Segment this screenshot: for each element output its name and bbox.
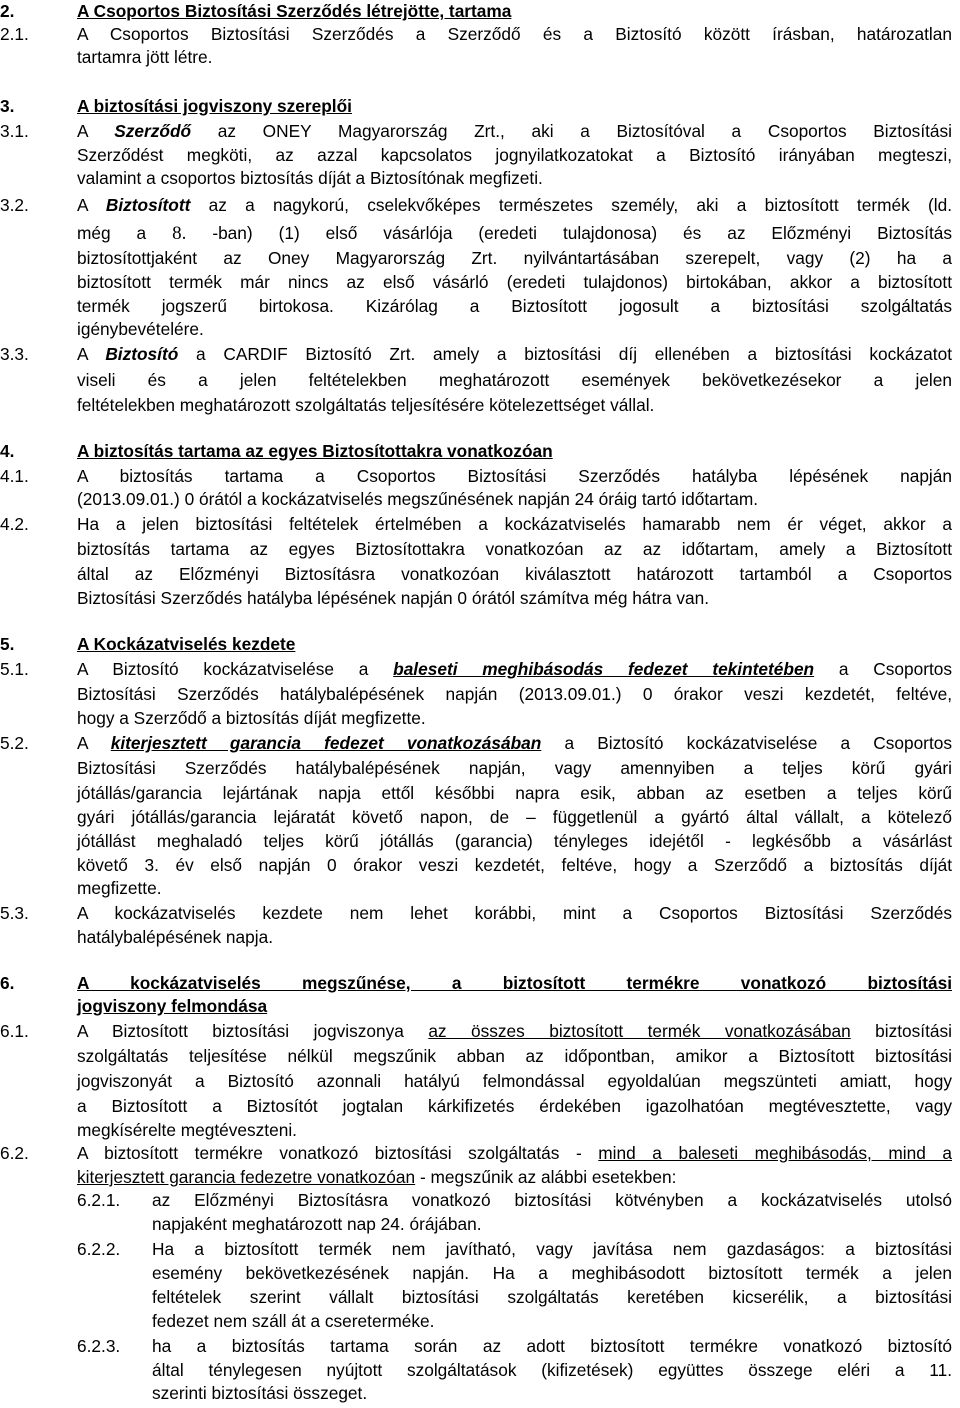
para-line: jótállás/garancia lejártának napja ettől későbbi napra esik, abban az esetben a teljes körű — [77, 783, 952, 803]
para-line: igénybevételére. — [77, 319, 204, 339]
para-line: gyári jótállás/garancia lejáratát követő napon, de – függetlenül a gyártó által vállalt, a kötelező — [77, 807, 952, 827]
text-run: A — [77, 121, 115, 141]
document-page: 2. A Csoportos Biztosítási Szerződés létrejötte, tartama 2.1. A Csoportos Biztosítási Szerződés a Szerződő és a Biztosító között írásban, határozatlan tartamra jött létre. 3. A biztosítási jogviszony szereplői 3.1. A Szerződő az ONEY Magyarország Zrt., aki a Biztosítóval a Csoportos Biztosítási Szerződést megköti, az azzal kapcsolatos jognyilatkozatokat a Biztosító irányában megteszi, valamint a csoportos biztosítás díját a Biztosítónak megfizeti. 3.2. A Biztosított az a nagykorú, cselekvőképes természetes személy, aki a biztosított termék (ld. még a 8. -ban) (1) első vásárlója (eredeti tulajdonosa) és az Előzményi Biztosítás biztosítottjaként az Oney Magyarország Zrt. nyilvántartásában szerepelt, vagy (2) ha a biztosított termék már nincs az első vásárló (eredeti tulajdonos) birtokában, akkor a biztosított termék jogszerű birtokosa. Kizárólag a Biztosított jogosult a biztosítási szolgáltatás igénybevételére. 3.3. A Biztosító a CARDIF Biztosító Zrt. amely a biztosítási díj ellenében a biztosítási kockázatot viseli és a jelen feltételekben meghatározott események bekövetkezésekor a jelen feltételekben meghatározott szolgáltatás teljesítésére kötelezettséget vállal. 4. A biztosítás tartama az egyes Biztosítottakra vonatkozóan 4.1. A biztosítás tartama a Csoportos Biztosítási Szerződés hatályba lépésének napján (2013.09.01.) 0 órától a kockázatviselés megszűnésének napján 24 óráig tartó időtartam. 4.2. Ha a jelen biztosítási feltételek értelmében a kockázatviselés hamarabb nem ér véget, akkor a biztosítás tartama az egyes Biztosítottakra vonatkozóan az az időtartam, amely a Biztosított által az Előzményi Biztosításra vonatkozóan kiválasztott határozott tartamból a Csoportos Biztosítási Szerződés hatályba lépésének napján 0 órától számítva még hátra van. 5. A Kockázatviselés kezdete 5.1. A Biztosító kockázatviselése a baleseti meghibásodás fedezet tekintetében a Csoportos Biztosítási Szerződés hatálybalépésének napján (2013.09.01.) 0 órakor veszi kezdetét, feltéve, hogy a Szerződő a biztosítás díját megfizette. 5.2. A kiterjesztett garancia fedezet vonatkozásában a Biztosító kockázatviselése a Csoportos Biztosítási Szerződés hatálybalépésének napján, vagy amennyiben a teljes körű gyári jótállás/garancia lejártának napja ettől későbbi napra esik, abban az esetben a teljes körű gyári jótállás/garancia lejáratát követő napon, de – függetlenül a gyártó által vállalt, a kötelező jótállást meghaladó teljes körű jótállás (garancia) tényleges idejétől - legkésőbb a vásárlást követő 3. év első napján 0 órakor veszi kezdetét, feltéve, hogy a Szerződő a biztosítás díját megfizette. 5.3. A kockázatviselés kezdete nem lehet korábbi, mint a Csoportos Biztosítási Szerződés hatálybalépésének napja. 6. A kockázatviselés megszűnése, a biztosított termékre vonatkozó biztosítási jogviszony felmondása 6.1. A Biztosított biztosítási jogviszonya az összes biztosított termék vonatkozásában biztosítási szolgáltatás teljesítése nélkül megszűnik abban az időpontban, amikor a Biztosított biztosítási jogviszonyát a Biztosító azonnali hatályú felmondással egyoldalúan megszünteti amiatt, hogy a Biztosított a Biztosítót jogtalan kárkifizetés érdekében igazolhatóan megtévesztette, vagy megkísérelte megtéveszteni. 6.2. A biztosított termékre vonatkozó biztosítási szolgáltatás - mind a baleseti meghibásodás, mind a kiterjesztett garancia fedezetre vonatkozóan - megszűnik az alábbi esetekben: 6.2.1. az Előzményi Biztosításra vonatkozó biztosítási kötvényben a kockázatviselés utolsó napjaként meghatározott nap 24. órájában. 6.2.2. Ha a biztosított termék nem javítható, vagy javítása nem gazdaságos: a biztosítási esemény bekövetkezésének napján. Ha a meghibásodott biztosított termék a jelen feltételek szerint vállalt biztosítási szolgáltatás keretében kicserélik, a biztosítási fedezet nem száll át a csereterméke. 6.2.3. ha a biztosítás tartama során az adott biztosított termékre vonatkozó biztosító által ténylegesen nyújtott szolgáltatások (kifizetések) együttes összege eléri a 11. szerinti biztosítási összeget. — [0, 0, 960, 1408]
para-line — [77, 1166, 952, 1189]
text-run: -ban) (1) első vásárlója (eredeti tulajdonosa) és az Előzményi Biztosítás — [186, 223, 952, 243]
para-line: jogviszonyát a Biztosító azonnali hatályú felmondással egyoldalúan megszünteti amiatt, hogy — [77, 1071, 952, 1091]
para-line: hogy a Szerződő a biztosítás díját megfizette. — [77, 708, 426, 728]
para-line: tartamra jött létre. — [77, 47, 213, 67]
para-line: az Előzményi Biztosításra vonatkozó biztosítási kötvényben a kockázatviselés utolsó — [152, 1190, 952, 1210]
para-number: 3.1. — [0, 121, 29, 141]
para-line: szolgáltatás teljesítése nélkül megszűnik abban az időpontban, amikor a Biztosított biztosítási — [77, 1046, 952, 1066]
para-line: biztosítás tartama az egyes Biztosítottakra vonatkozóan az az időtartam, amely a Biztosított — [77, 539, 952, 559]
text-run: az ONEY Magyarország Zrt., aki a Biztosítóval a Csoportos Biztosítási — [191, 121, 953, 141]
section-number: 2. — [0, 1, 15, 21]
para-number: 4.1. — [0, 466, 29, 486]
para-line — [77, 732, 952, 755]
para-line: szerinti biztosítási összeget. — [152, 1383, 368, 1403]
para-line: (2013.09.01.) 0 órától a kockázatviselés megszűnésének napján 24 óráig tartó időtartam. — [77, 489, 759, 509]
text-run: a Csoportos — [814, 659, 953, 679]
text-run: A — [77, 733, 111, 753]
para-number: 6.1. — [0, 1021, 29, 1041]
para-line: által az Előzményi Biztosításra vonatkozóan kiválasztott határozott tartamból a Csoportos — [77, 564, 952, 584]
text-run: a Biztosító kockázatviselése a Csoportos — [541, 733, 952, 753]
para-line: Biztosítási Szerződés hatálybalépésének napján (2013.09.01.) 0 órakor veszi kezdetét, feltéve, — [77, 684, 952, 704]
para-line: megkísérelte megtéveszteni. — [77, 1120, 297, 1140]
para-line: által ténylegesen nyújtott szolgáltatások (kifizetések) együttes összege eléri a 11. — [152, 1360, 952, 1380]
section-number: 4. — [0, 441, 15, 461]
section-title: A kockázatviselés megszűnése, a biztosított termékre vonatkozó biztosítási — [77, 973, 952, 993]
para-line: Ha a biztosított termék nem javítható, vagy javítása nem gazdaságos: a biztosítási — [152, 1239, 952, 1259]
section-number: 6. — [0, 973, 15, 993]
para-line: A kockázatviselés kezdete nem lehet korábbi, mint a Csoportos Biztosítási Szerződés — [77, 903, 952, 923]
defined-term: Szerződő — [114, 121, 192, 141]
para-line — [77, 1142, 952, 1165]
text-run: még a — [77, 223, 173, 243]
para-number: 3.2. — [0, 195, 29, 215]
underlined-text: kiterjesztett garancia fedezetre vonatkozóan — [77, 1167, 416, 1187]
para-line: a Biztosított a Biztosítót jogtalan kárkifizetés érdekében igazolhatóan megtévesztette, vagy — [77, 1096, 952, 1116]
para-number: 6.2.3. — [77, 1336, 121, 1356]
emphasized-term: baleseti meghibásodás fedezet tekintetében — [393, 659, 815, 679]
para-line — [77, 120, 952, 143]
para-line: követő 3. év első napján 0 órakor veszi kezdetét, feltéve, hogy a Szerződő a biztosítás díját — [77, 855, 952, 875]
para-line: hatálybalépésének napja. — [77, 927, 274, 947]
text-run: A — [77, 195, 106, 215]
text-run: az a nagykorú, cselekvőképes természetes személy, aki a biztosított termék (ld. — [190, 195, 953, 215]
text-run: A Biztosított biztosítási jogviszonya — [77, 1021, 429, 1041]
para-line: A biztosítás tartama a Csoportos Biztosítási Szerződés hatályba lépésének napján — [77, 466, 952, 486]
text-run: A — [77, 344, 106, 364]
section-title: jogviszony felmondása — [77, 996, 268, 1016]
para-line: Ha a jelen biztosítási feltételek értelmében a kockázatviselés hamarabb nem ér véget, akkor a — [77, 514, 952, 534]
para-line: biztosított termék már nincs az első vásárló (eredeti tulajdonos) birtokában, akkor a biztosított — [77, 272, 952, 292]
para-line: megfizette. — [77, 878, 162, 898]
section-number: 3. — [0, 96, 15, 116]
section-title: A biztosítási jogviszony szereplői — [77, 96, 352, 116]
para-line: valamint a csoportos biztosítás díját a Biztosítónak megfizeti. — [77, 168, 543, 188]
para-line: feltételek szerint vállalt biztosítási szolgáltatás keretében kicserélik, a biztosítási — [152, 1287, 952, 1307]
para-number: 4.2. — [0, 514, 29, 534]
para-line: Szerződést megköti, az azzal kapcsolatos jognyilatkozatokat a Biztosító irányában megteszi, — [77, 145, 952, 165]
para-line: biztosítottjaként az Oney Magyarország Zrt. nyilvántartásában szerepelt, vagy (2) ha a — [77, 248, 952, 268]
para-line: napjaként meghatározott nap 24. órájában. — [152, 1214, 482, 1234]
para-line — [77, 194, 952, 217]
para-line: Biztosítási Szerződés hatályba lépésének napján 0 órától számítva még hátra van. — [77, 588, 710, 608]
para-number: 6.2.1. — [77, 1190, 121, 1210]
para-number: 6.2.2. — [77, 1239, 121, 1259]
section-title: A biztosítás tartama az egyes Biztosítottakra vonatkozóan — [77, 441, 553, 461]
para-line: jótállást meghaladó teljes körű jótállás (garancia) tényleges idejétől - legkésőbb a vásárlást — [77, 831, 952, 851]
para-number: 5.1. — [0, 659, 29, 679]
para-number: 5.3. — [0, 903, 29, 923]
section-title: A Kockázatviselés kezdete — [77, 634, 296, 654]
para-line: ha a biztosítás tartama során az adott biztosított termékre vonatkozó biztosító — [152, 1336, 952, 1356]
para-number: 3.3. — [0, 344, 29, 364]
underlined-text: mind a baleseti meghibásodás, mind a — [598, 1143, 952, 1163]
para-line — [77, 222, 952, 245]
para-line: feltételekben meghatározott szolgáltatás teljesítésére kötelezettséget vállal. — [77, 395, 655, 415]
cross-reference: 8. — [172, 223, 187, 244]
text-run: A biztosított termékre vonatkozó biztosítási szolgáltatás - — [77, 1143, 599, 1163]
para-number: 6.2. — [0, 1143, 29, 1163]
emphasized-term: kiterjesztett garancia fedezet vonatkozásában — [110, 733, 542, 753]
para-number: 2.1. — [0, 24, 29, 44]
para-number: 5.2. — [0, 733, 29, 753]
para-line — [77, 1020, 952, 1043]
defined-term: Biztosító — [105, 344, 179, 364]
para-line: Biztosítási Szerződés hatálybalépésének napján, vagy amennyiben a teljes körű gyári — [77, 758, 952, 778]
text-run: a CARDIF Biztosító Zrt. amely a biztosítási díj ellenében a biztosítási kockázatot — [178, 344, 952, 364]
underlined-text: az összes biztosított termék vonatkozásában — [428, 1021, 851, 1041]
para-line: fedezet nem száll át a csereterméke. — [152, 1311, 435, 1331]
para-line: termék jogszerű birtokosa. Kizárólag a Biztosított jogosult a biztosítási szolgáltatás — [77, 296, 952, 316]
text-run: biztosítási — [850, 1021, 952, 1041]
para-line — [77, 343, 952, 366]
section-number: 5. — [0, 634, 15, 654]
para-line — [77, 658, 952, 681]
defined-term: Biztosított — [105, 195, 191, 215]
text-run: A Biztosító kockázatviselése a — [77, 659, 394, 679]
para-line: A Csoportos Biztosítási Szerződés a Szerződő és a Biztosító között írásban, határozatlan — [77, 24, 952, 44]
para-line: esemény bekövetkezésének napján. Ha a meghibásodott biztosított termék a jelen — [152, 1263, 952, 1283]
text-run: - megszűnik az alábbi esetekben: — [415, 1167, 677, 1187]
para-line: viseli és a jelen feltételekben meghatározott események bekövetkezésekor a jelen — [77, 370, 952, 390]
